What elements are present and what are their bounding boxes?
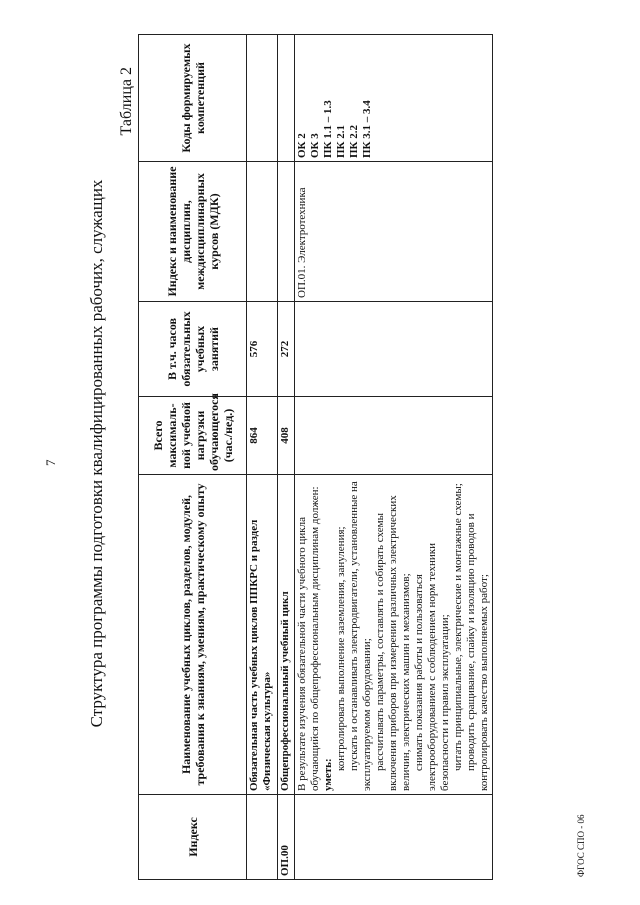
requirement-item: контролировать выполнение заземления, зануления; [335, 526, 347, 771]
table-label: Таблица 2 [118, 67, 135, 136]
cell-name: Общепрофессиональный учебный цикл [278, 475, 295, 795]
document-title: Структура программы подготовки квалифицированных рабочих, служащих [87, 179, 106, 728]
competence-code: ПК 1.1 – 1.3 [322, 100, 334, 158]
cell-discipline: ОП.01. Электротехника [295, 162, 493, 302]
requirements-must-label: уметь: [322, 758, 334, 791]
competence-code: ПК 3.1 – 3.4 [361, 100, 373, 158]
cell-max-load: 408 [278, 397, 295, 475]
cell-incl-hours: 272 [278, 302, 295, 397]
cell-incl-hours: 576 [247, 302, 278, 397]
page-number: 7 [43, 459, 58, 466]
cell-codes [295, 35, 493, 162]
program-structure-table [138, 34, 493, 880]
table-row-op01 [295, 35, 493, 880]
table-header-row [139, 35, 247, 880]
header-codes: Коды формируемых компетенций [139, 35, 247, 162]
cell-name: Обязательная часть учебных циклов ППКРС и раздел «Физическая культура» [247, 475, 278, 795]
cell-codes [278, 35, 295, 162]
cell-codes [247, 35, 278, 162]
table-row-mandatory [247, 35, 278, 880]
cell-discipline [247, 162, 278, 302]
header-name: Наименование учебных циклов, разделов, модулей, требования к знаниям, умениям, практическому опыту [139, 475, 247, 795]
header-max-load: Всего максималь-ной учебной нагрузки обучающегося (час./нед.) [139, 397, 247, 475]
header-index: Индекс [139, 795, 247, 880]
competence-code: ОК 2 [296, 133, 308, 158]
cell-index: ОП.00 [278, 795, 295, 880]
competence-code: ПК 2.1 [335, 124, 347, 158]
cell-discipline [278, 162, 295, 302]
competence-code: ПК 2.2 [348, 124, 360, 158]
requirement-item: рассчитывать параметры, составлять и собирать схемы включения приборов при измерении различных электрических величин, электрических машин и механизмов; [374, 495, 412, 791]
cell-index [247, 795, 278, 880]
cell-index [295, 795, 493, 880]
requirements-intro: В результате изучения обязательной части учебного цикла обучающийся по общепрофессиональным дисциплинам должен: [296, 486, 321, 791]
requirement-item: проводить сращивание, спайку и изоляцию проводов и контролировать качество выполняемых работ; [465, 513, 490, 791]
table-row-op00 [278, 35, 295, 880]
header-discipline: Индекс и наименование дисциплин, междисциплинарных курсов (МДК) [139, 162, 247, 302]
cell-max-load [295, 397, 493, 475]
requirement-item: пускать и останавливать электродвигатели, установленные на эксплуатируемом оборудовании; [348, 481, 373, 791]
requirement-item: читать принципиальные, электрические и монтажные схемы; [452, 483, 464, 771]
cell-max-load: 864 [247, 397, 278, 475]
rotated-page-content [76, 27, 616, 880]
header-incl-hours: В т.ч. часов обязательных учебных занятий [139, 302, 247, 397]
cell-incl-hours [295, 302, 493, 397]
footer-code: ФГОС СПО - 06 [576, 814, 586, 877]
cell-requirements [295, 475, 493, 795]
requirement-item: снимать показания работы и пользоваться электрооборудованием с соблюдением норм техники безопасности и правил эксплуатации; [413, 543, 451, 791]
competence-code: ОК 3 [309, 133, 321, 158]
